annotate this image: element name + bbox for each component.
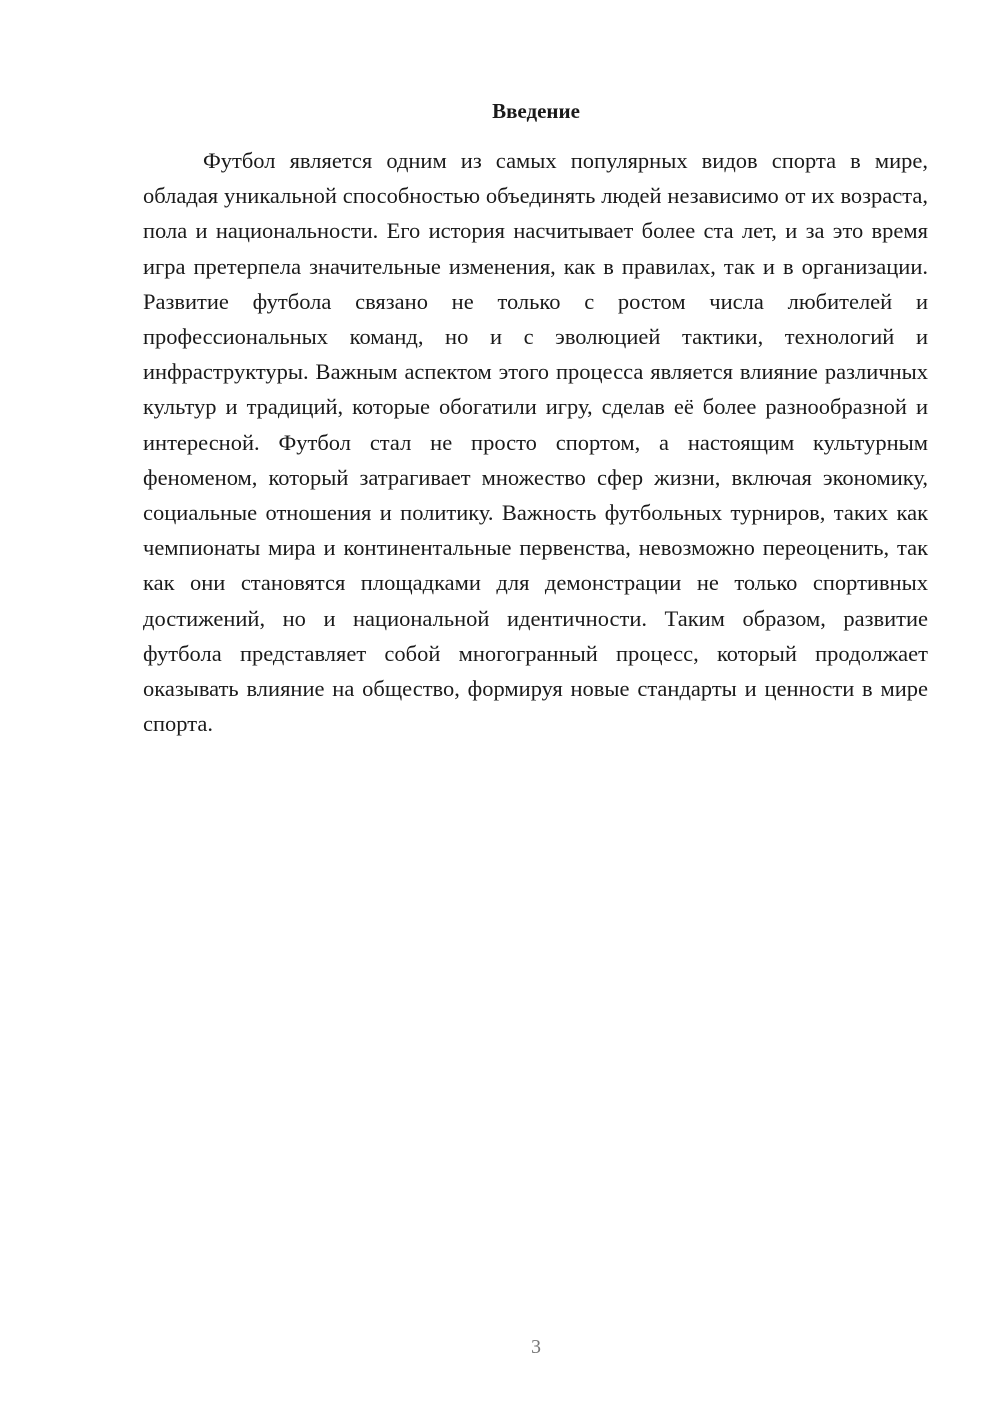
- page-number: 3: [531, 1336, 541, 1358]
- body-paragraph: Футбол является одним из самых популярных видов спорта в мире, обладая уникальной способностью объединять людей независимо от их возраста, пола и национальности. Его история насчитывает более ста лет, и за это время игра претерпела значительные изменения, как в правилах, так и в организации. Развитие футбола связано не только с ростом числа любителей и профессиональных команд, но и с эволюцией тактики, технологий и инфраструктуры. Важным аспектом этого процесса является влияние различных культур и традиций, которые обогатили игру, сделав её более разнообразной и интересной. Футбол стал не просто спортом, а настоящим культурным феноменом, который затрагивает множество сфер жизни, включая экономику, социальные отношения и политику. Важность футбольных турниров, таких как чемпионаты мира и континентальные первенства, невозможно переоценить, так как они становятся площадками для демонстрации не только спортивных достижений, но и национальной идентичности. Таким образом, развитие футбола представляет собой многогранный процесс, который продолжает оказывать влияние на общество, формируя новые стандарты и ценности в мире спорта.: [143, 148, 928, 737]
- section-heading: Введение: [492, 99, 580, 123]
